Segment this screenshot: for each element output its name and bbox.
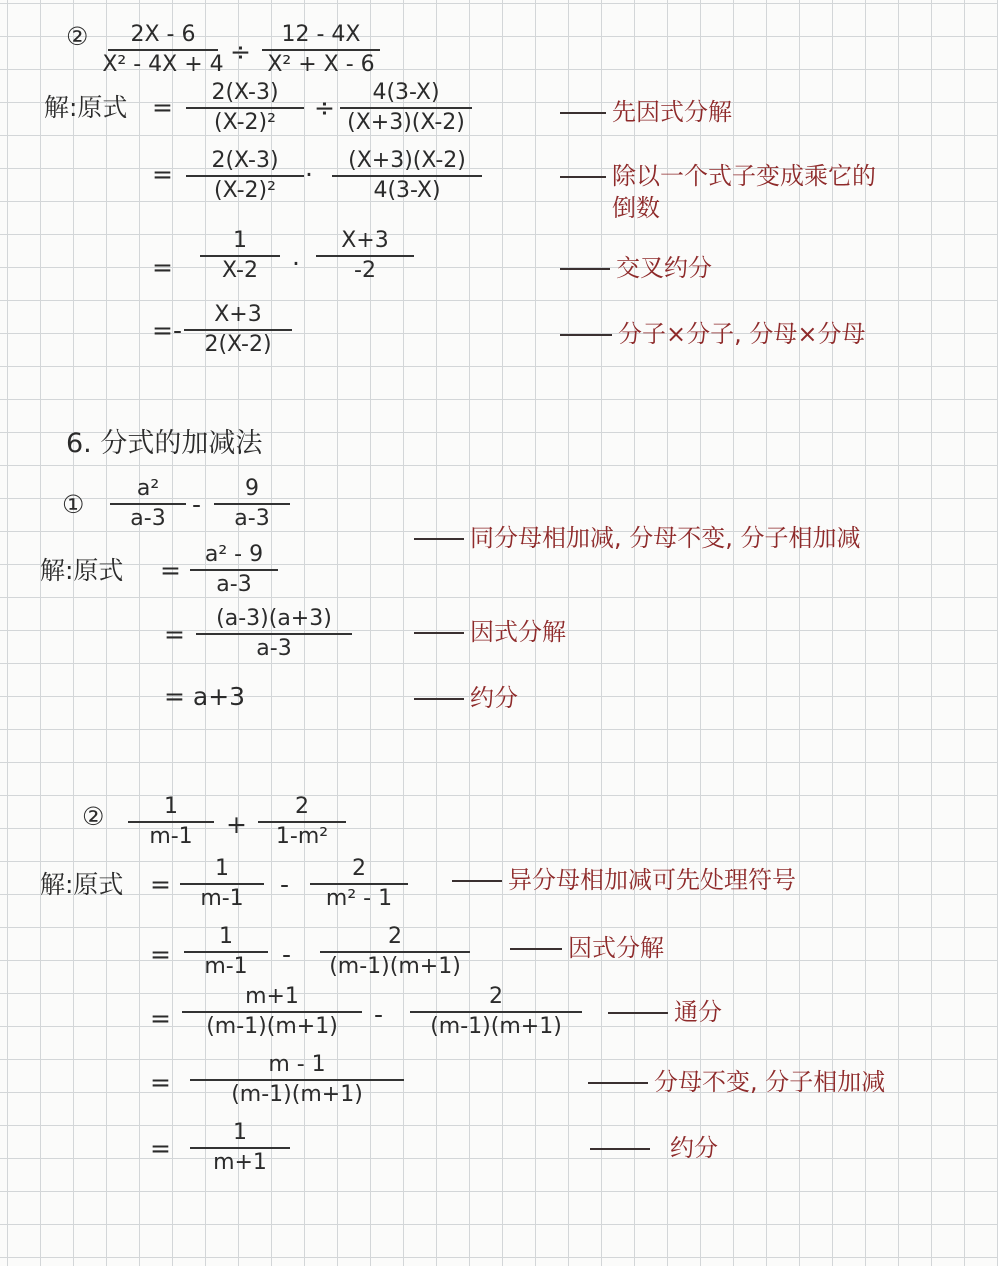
- problem-1-solution-label: 解:原式: [40, 556, 124, 585]
- problem-2-step1-fraction-2: 2 m² - 1: [310, 856, 408, 912]
- problem-2-step4-fraction: m - 1 (m-1)(m+1): [190, 1052, 404, 1108]
- problem-a-step3-operator: ·: [292, 249, 300, 278]
- problem-a-step2-fraction-2: (X+3)(X-2) 4(3-X): [332, 148, 482, 204]
- problem-1-question-fraction-1: a² a-3: [110, 476, 186, 532]
- problem-a-step4-annotation: 分子×分子, 分母×分母: [560, 318, 865, 350]
- problem-1-label: ①: [62, 490, 85, 519]
- equals-sign: =: [152, 253, 173, 282]
- problem-a-label: ②: [66, 22, 89, 51]
- section-6-title: 6. 分式的加减法: [66, 428, 263, 459]
- problem-1-question-operator: -: [192, 490, 202, 519]
- problem-2-step2-operator: -: [282, 940, 292, 969]
- equals-sign: =: [152, 160, 173, 189]
- equals-sign: =: [150, 870, 171, 899]
- problem-a-step2-annotation: 除以一个式子变成乘它的 倒数: [560, 160, 876, 224]
- problem-1-step2-annotation: 因式分解: [414, 616, 566, 648]
- problem-1-step2-fraction: (a-3)(a+3) a-3: [196, 606, 352, 662]
- equals-sign: =: [160, 556, 181, 585]
- equals-sign: =: [150, 940, 171, 969]
- problem-2-question-operator: +: [226, 810, 247, 839]
- problem-a-solution-label: 解:原式: [44, 93, 128, 122]
- problem-2-question-fraction-1: 1 m-1: [128, 794, 214, 850]
- problem-2-step4-annotation: 分母不变, 分子相加减: [588, 1066, 885, 1098]
- problem-2-step3-annotation: 通分: [608, 996, 722, 1028]
- problem-a-step1-fraction-2: 4(3-X) (X+3)(X-2): [340, 80, 472, 136]
- problem-2-step3-operator: -: [374, 1000, 384, 1029]
- equals-sign: =: [150, 1004, 171, 1033]
- problem-a-question-fraction-1: 2X - 6 X² - 4X + 4: [102, 22, 224, 77]
- problem-a-step4-sign: =-: [152, 316, 182, 345]
- problem-2-label: ②: [82, 802, 105, 831]
- problem-2-step2-fraction-1: 1 m-1: [184, 924, 268, 980]
- problem-2-step3-fraction-1: m+1 (m-1)(m+1): [182, 984, 362, 1040]
- equals-sign: =: [164, 620, 185, 649]
- problem-a-step3-fraction-1: 1 X-2: [200, 228, 280, 284]
- problem-a-step4-fraction: X+3 2(X-2): [184, 302, 292, 358]
- problem-1-step1-fraction: a² - 9 a-3: [190, 542, 278, 598]
- problem-a-step1-fraction-1: 2(X-3) (X-2)²: [186, 80, 304, 136]
- problem-a-question-operator: ÷: [230, 37, 251, 66]
- problem-1-question-fraction-2: 9 a-3: [214, 476, 290, 532]
- problem-2-step5-annotation: 约分: [590, 1132, 718, 1164]
- problem-2-step2-annotation: 因式分解: [510, 932, 664, 964]
- problem-1-step3: = a+3: [164, 682, 246, 711]
- problem-1-step3-annotation: 约分: [414, 682, 518, 714]
- problem-a-step3-fraction-2: X+3 -2: [316, 228, 414, 284]
- problem-1-question-annotation: 同分母相加减, 分母不变, 分子相加减: [414, 522, 861, 554]
- problem-2-step2-fraction-2: 2 (m-1)(m+1): [320, 924, 470, 980]
- equals-sign: =: [152, 93, 173, 122]
- problem-a-step1-operator: ÷: [314, 93, 335, 122]
- problem-a-question-fraction-2: 12 - 4X X² + X - 6: [262, 22, 380, 78]
- problem-a-step2-operator: ·: [305, 160, 313, 189]
- problem-a-step3-annotation: 交叉约分: [560, 252, 712, 284]
- equals-sign: =: [150, 1068, 171, 1097]
- problem-2-step1-operator: -: [280, 870, 290, 899]
- problem-2-question-fraction-2: 2 1-m²: [258, 794, 346, 850]
- problem-2-step1-fraction-1: 1 m-1: [180, 856, 264, 912]
- problem-a-step2-fraction-1: 2(X-3) (X-2)²: [186, 148, 304, 204]
- equals-sign: =: [150, 1134, 171, 1163]
- problem-a-step1-annotation: 先因式分解: [560, 96, 732, 128]
- problem-2-step1-annotation: 异分母相加减可先处理符号: [452, 864, 796, 896]
- problem-2-solution-label: 解:原式: [40, 870, 124, 899]
- problem-2-step5-fraction: 1 m+1: [190, 1120, 290, 1176]
- problem-2-step3-fraction-2: 2 (m-1)(m+1): [410, 984, 582, 1040]
